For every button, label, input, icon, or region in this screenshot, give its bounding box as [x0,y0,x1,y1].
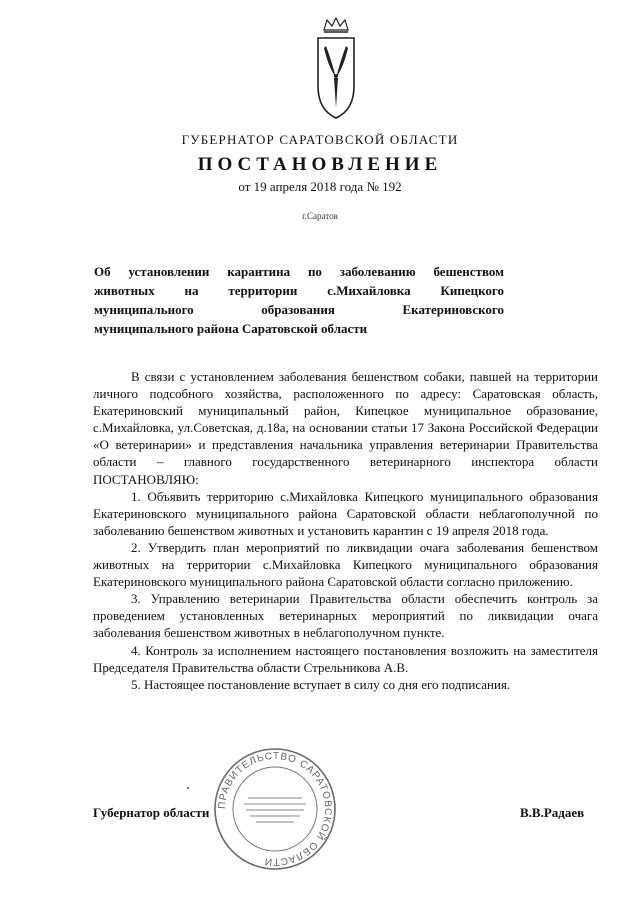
document-city: г.Саратов [302,211,338,221]
signature-position: Губернатор области [93,805,210,820]
subject-line: муниципального образования Екатериновского [94,302,504,317]
resolution-item: 2. Утвердить план мероприятий по ликвидации очага заболевания бешенством животных на территории с.Михайловка Кипецкого муниципального образования Екатериновского муниципального района Саратовской области согласно приложению. [93,539,598,590]
resolution-item: 3. Управлению ветеринарии Правительства области обеспечить контроль за проведением установленных ветеринарных мероприятий по ликвидации очага заболевания бешенством животных в неблагополучном пункте. [93,591,598,641]
signature-name: В.В.Радаев [520,805,585,820]
coat-of-arms-icon [314,16,358,120]
preamble-paragraph: В связи с установлением заболевания бешенством собаки, павшей на территории личного подсобного хозяйства, расположенного по адресу: Саратовская область, Екатериновский муниципальный район, Кипецкое муниципальное образование, с.Михайловка, ул.Советская, д.18а, на основании статьи 17 Закона Российской Федерации «О ветеринарии» и представления начальника управления ветеринарии Правительства области – главного государственного ветеринарного инспектора области ПОСТАНОВЛЯЮ: [93,369,598,487]
resolution-item: 1. Объявить территорию с.Михайловка Кипецкого муниципального образования Екатериновского муниципального района Саратовской области неблагополучной по заболеванию бешенством животных и установить карантин с 19 апреля 2018 года. [93,488,598,538]
svg-text:ПРАВИТЕЛЬСТВО САРАТОВСКОЙ ОБЛА: ПРАВИТЕЛЬСТВО САРАТОВСКОЙ ОБЛАСТИ [216,750,334,868]
resolution-item: 5. Настоящее постановление вступает в силу со дня его подписания. [131,676,511,692]
authority-title: ГУБЕРНАТОР САРАТОВСКОЙ ОБЛАСТИ [181,132,459,147]
document-type: ПОСТАНОВЛЕНИЕ [197,154,443,175]
subject-line: муниципального района Саратовской области [94,321,368,336]
official-seal-stamp [212,746,338,872]
ink-dot [187,787,189,789]
document-date-number: от 19 апреля 2018 года № 192 [238,179,402,194]
subject-line: Об установлении карантина по заболеванию бешенством [94,264,504,279]
resolution-item: 4. Контроль за исполнением настоящего постановления возложить на заместителя Председателя Правительства области Стрельникова А.В. [93,642,598,675]
subject-line: животных на территории с.Михайловка Кипецкого [94,283,504,298]
document-body [93,368,598,693]
document-subject [94,262,504,338]
